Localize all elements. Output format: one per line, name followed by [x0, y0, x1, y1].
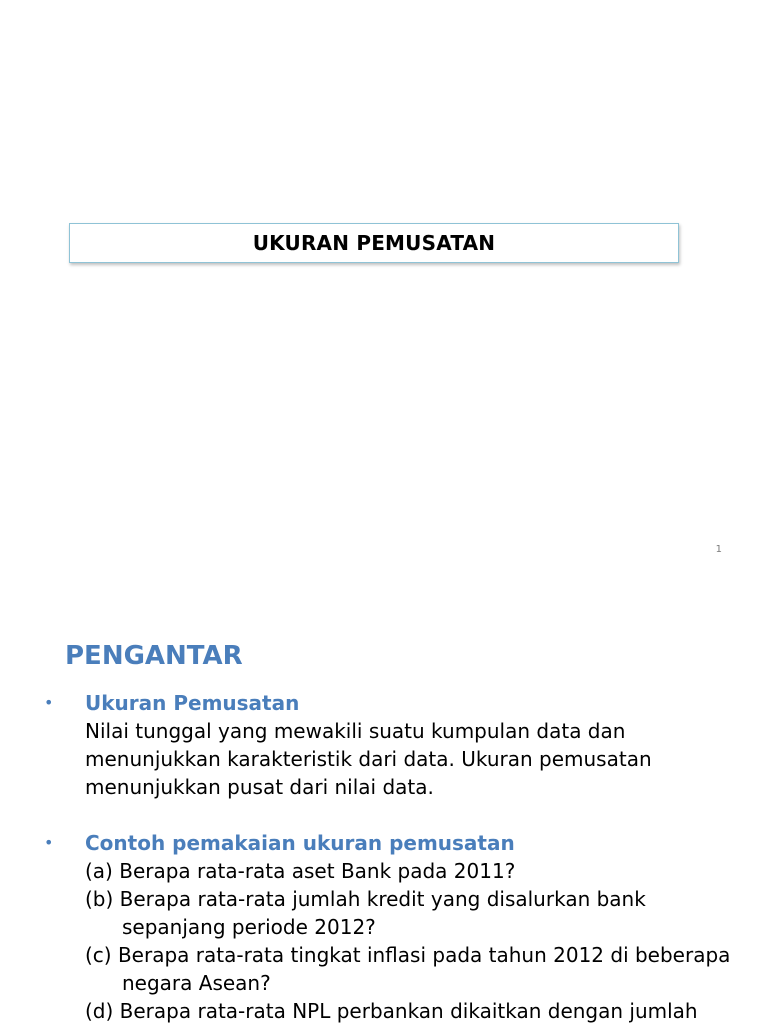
bullet-contoh-pemakaian [44, 829, 744, 1025]
bullet-marker: • [44, 693, 54, 712]
list-item: (d) Berapa rata-rata NPL perbankan dikaitkan dengan jumlah [85, 999, 698, 1023]
slide-title: UKURAN PEMUSATAN [69, 223, 679, 263]
list-item: (c) Berapa rata-rata tingkat inflasi pada tahun 2012 di beberapa negara Asean? [85, 943, 731, 995]
bullet-title: Contoh pemakaian ukuran pemusatan [85, 831, 515, 855]
slide-2 [0, 590, 768, 1024]
list-item: (a) Berapa rata-rata aset Bank pada 2011? [85, 859, 516, 883]
bullet-marker: • [44, 833, 54, 852]
bullet-title: Ukuran Pemusatan [85, 691, 300, 715]
bullet-ukuran-pemusatan [44, 689, 744, 801]
section-heading: PENGANTAR [65, 641, 243, 671]
body-line: menunjukkan pusat dari nilai data. [85, 775, 434, 799]
page-number: 1 [715, 544, 722, 555]
body-line: menunjukkan karakteristik dari data. Ukuran pemusatan [85, 747, 652, 771]
body-line: Nilai tunggal yang mewakili suatu kumpulan data dan [85, 719, 626, 743]
list-item: (b) Berapa rata-rata jumlah kredit yang disalurkan bank sepanjang periode 2012? [85, 887, 646, 939]
